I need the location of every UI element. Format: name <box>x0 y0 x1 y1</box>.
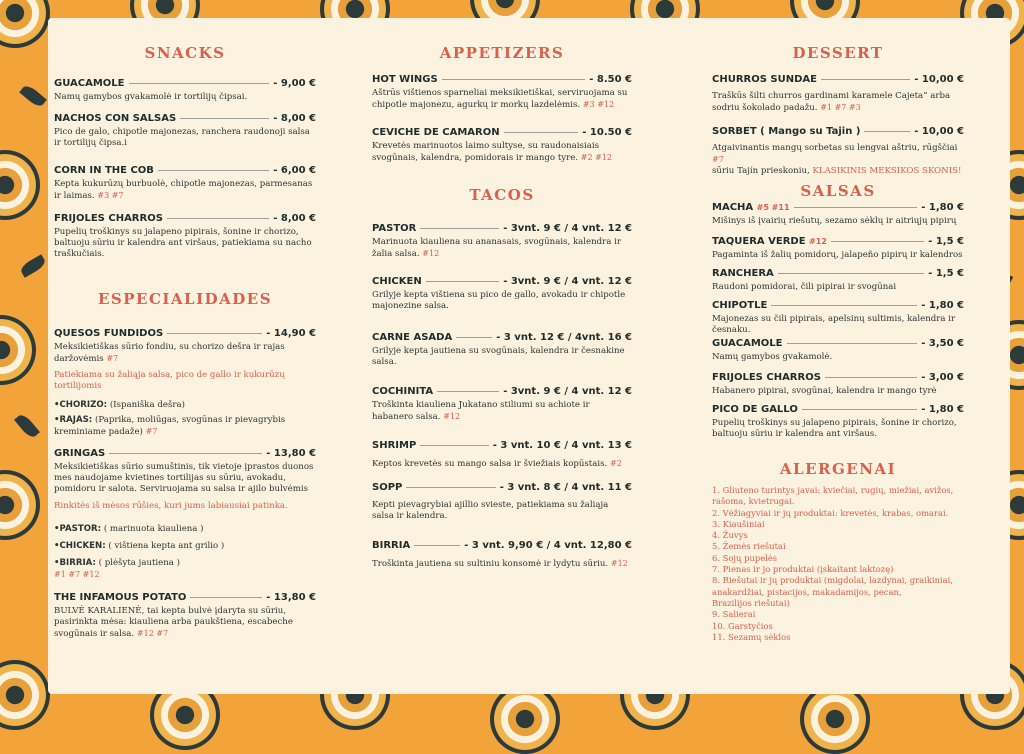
allergen-tags: #3 #7 <box>97 191 124 200</box>
menu-item <box>712 236 964 261</box>
section-title-appetizers: APPETIZERS <box>439 44 565 62</box>
item-price: - 3vnt. 9 € / 4 vnt. 12 € <box>503 223 632 234</box>
leader-line <box>414 545 460 546</box>
item-name: GRINGAS <box>54 448 106 459</box>
item-name: CEVICHE DE CAMARON <box>372 127 500 138</box>
menu-item <box>712 338 964 363</box>
item-price: - 13,80 € <box>266 592 316 603</box>
flower-icon <box>0 150 40 220</box>
leader-line <box>129 83 270 84</box>
leaf-icon <box>19 254 48 277</box>
menu-item <box>372 540 632 570</box>
section-title-especialidades: ESPECIALIDADES <box>97 290 273 308</box>
item-description: Raudoni pomidorai, čili pipirai ir svogūnai <box>712 282 897 292</box>
option-label: •BIRRIA: <box>54 558 96 568</box>
item-name: SHRIMP <box>372 440 417 451</box>
leaf-icon <box>19 83 47 109</box>
allergen-line: 7. Pienas ir jo produktai (įskaitant laktozę) <box>712 564 894 575</box>
item-price: - 3 vnt. 8 € / 4 vnt. 11 € <box>499 482 632 493</box>
item-description: Krevetės marinuotos laimo sultyse, su raudonaisiais svogūnais, kalendra, pomidorais ir mango tyre. <box>372 141 599 163</box>
item-price: - 8,00 € <box>273 213 316 224</box>
allergen-tags: #3 #12 <box>582 100 615 109</box>
item-description: Marinuota kiauliena su ananasais, svogūnais, kalendra ir žalia salsa. <box>372 237 621 259</box>
allergen-tags: #7 <box>712 155 724 164</box>
item-price: - 3 vnt. 10 € / 4 vnt. 13 € <box>492 440 632 451</box>
allergen-line: 11. Sezamų sėklos <box>712 631 791 642</box>
item-price: - 10,00 € <box>914 74 964 85</box>
item-name: RANCHERA <box>712 268 774 279</box>
allergen-tags: #5 #11 <box>756 203 790 212</box>
item-description: Pupelių troškinys su jalapeno pipirais, šonine ir chorizo, baltuoju sūriu ir kalendra ant viršaus. <box>712 418 957 439</box>
item-description: Habanero pipirai, svogūnai, kalendra ir mango tyrė <box>712 386 937 396</box>
item-name: BIRRIA <box>372 540 411 551</box>
leader-line <box>778 273 924 274</box>
leader-line <box>167 333 262 334</box>
leader-line <box>190 597 262 598</box>
item-description: Namų gamybos gvakamolė. <box>712 352 833 362</box>
item-description: Pagaminta iš žalių pomidorų, jalapeño pipirų ir kalendros <box>712 250 963 260</box>
leader-line <box>802 409 917 410</box>
menu-item <box>372 276 632 312</box>
menu-item <box>372 440 632 470</box>
allergen-line: 1. Gliuteno turintys javai: kviečiai, rugių, miežiai, avižos, <box>712 485 954 495</box>
option-pastor <box>54 524 316 535</box>
allergen-line: rašoma, kvietrugai. <box>712 496 795 507</box>
section-title-snacks: SNACKS <box>144 44 226 62</box>
item-name: SOPP <box>372 482 403 493</box>
item-description: BULVĖ KARALIENĖ, tai kepta bulvė įdaryta su sūriu, pasirinkta mėsa: kiauliena arba paukštiena, escabeche svogūnais ir salsa. <box>54 606 293 639</box>
item-price: - 3,00 € <box>921 372 964 383</box>
allergen-line: 4. Žuvys <box>712 530 748 541</box>
option-text: (Paprika, moliūgas, svogūnas ir pievagrybis kreminiame padaže) <box>54 415 286 437</box>
item-description: Aštrūs vištienos sparneliai meksikietiškai, serviruojama su chipotle majonezu, agurkų ir morkų lazdelėmis. <box>372 88 628 110</box>
leaf-icon <box>14 412 40 440</box>
leader-line <box>158 170 269 171</box>
item-price: - 3vnt. 9 € / 4 vnt. 12 € <box>503 386 632 397</box>
item-price: - 3 vnt. 9,90 € / 4 vnt. 12,80 € <box>464 540 632 551</box>
item-name: THE INFAMOUS POTATO <box>54 592 187 603</box>
flower-icon <box>0 315 36 385</box>
menu-item <box>372 127 632 164</box>
menu-item <box>54 113 316 149</box>
allergen-line: 5. Žemės riešutai <box>712 541 786 552</box>
flower-icon <box>0 0 50 48</box>
allergen-tags: #12 <box>422 249 440 258</box>
item-description-cont: sūriu Tajín prieskoniu, <box>712 166 810 176</box>
menu-item <box>54 213 316 260</box>
menu-item <box>372 223 632 260</box>
item-name: CHIPOTLE <box>712 300 768 311</box>
item-description: Troškinta kiauliena Jukatano stiliumi su achiote ir habanero salsa. <box>372 400 590 422</box>
leader-line <box>426 281 499 282</box>
menu-item <box>54 78 316 103</box>
allergen-list <box>712 485 964 643</box>
item-name: CORN IN THE COB <box>54 165 154 176</box>
item-description: Kepta kukurūzų burbuolė, chipotle majonezas, parmesanas ir laimas. <box>54 179 313 201</box>
highlight-text: KLASIKINIS MEKSIKOS SKONIS! <box>812 166 962 176</box>
item-price: - 14,90 € <box>266 328 316 339</box>
item-name: NACHOS CON SALSAS <box>54 113 177 124</box>
option-chorizo <box>54 400 316 411</box>
leader-line <box>787 343 918 344</box>
item-price: - 8.50 € <box>589 74 632 85</box>
item-name: PICO DE GALLO <box>712 404 798 415</box>
leader-line <box>864 131 910 132</box>
allergen-tags: #12 <box>809 237 827 246</box>
item-price: - 1,5 € <box>928 236 964 247</box>
item-name: QUESOS FUNDIDOS <box>54 328 164 339</box>
item-price: - 8,00 € <box>273 113 316 124</box>
serving-note: Patiekiama su žaliąja salsa, pico de gallo ir kukurūzų tortilijomis <box>54 370 285 391</box>
item-name: CARNE ASADA <box>372 332 453 343</box>
option-text: ( vištiena kepta ant grilio ) <box>108 541 225 551</box>
leader-line <box>420 445 488 446</box>
allergen-tags: #12 #7 <box>136 629 169 638</box>
item-price: - 13,80 € <box>266 448 316 459</box>
menu-item <box>712 268 964 293</box>
leader-line <box>831 241 924 242</box>
section-title-alergenai: ALERGENAI <box>779 460 897 478</box>
allergen-tags: #7 <box>106 354 119 363</box>
item-description: Traškūs šilti churros gardinami karamele Cajeta“ arba sodriu šokolado padažu. <box>712 91 951 113</box>
item-price: - 9,00 € <box>273 78 316 89</box>
menu-item <box>712 126 964 177</box>
leader-line <box>771 305 917 306</box>
item-name: GUACAMOLE <box>712 338 783 349</box>
flower-icon <box>0 470 40 540</box>
item-description: Pupelių troškinys su jalapeno pipirais, šonine ir chorizo, baltuoju sūriu ir kalendra ant viršaus, patiekiama su nacho traškučiais. <box>54 227 312 259</box>
section-title-dessert: DESSERT <box>792 44 884 62</box>
option-text: ( plėšyta jautiena ) <box>98 558 181 568</box>
leader-line <box>825 377 917 378</box>
item-price: - 1,5 € <box>928 268 964 279</box>
option-label: •RAJAS: <box>54 415 93 425</box>
item-price: - 1,80 € <box>921 300 964 311</box>
item-description: Keptos krevetės su mango salsa ir šviežiais kopūstais. <box>372 459 608 469</box>
leader-line <box>821 79 910 80</box>
allergen-line: 3. Kiaušiniai <box>712 518 765 529</box>
menu-item <box>712 300 964 336</box>
item-name: HOT WINGS <box>372 74 438 85</box>
item-name: CHURROS SUNDAE <box>712 74 817 85</box>
option-rajas <box>54 415 316 438</box>
item-price: - 1,80 € <box>921 404 964 415</box>
leader-line <box>180 118 269 119</box>
allergen-line: 2. Vėžiagyviai ir jų produktai: krevetės, krabas, omarai. <box>712 507 949 518</box>
menu-item <box>372 386 632 423</box>
option-birria <box>54 558 316 581</box>
item-description: Grilyje kepta vištiena su pico de gallo, avokadu ir chipotle majonezine salsa. <box>372 290 626 311</box>
menu-item <box>372 332 632 368</box>
item-price: - 1,80 € <box>921 202 964 213</box>
option-chicken <box>54 541 316 552</box>
item-price: - 10.50 € <box>582 127 632 138</box>
leader-line <box>794 207 918 208</box>
menu-item <box>54 328 316 392</box>
item-name: TAQUERA VERDE <box>712 236 806 247</box>
leader-line <box>167 218 269 219</box>
allergen-tags: #2 #12 <box>580 153 613 162</box>
serving-note: Rinkitės iš mėsos rūšies, kuri jums labiausiai patinka. <box>54 501 288 511</box>
item-name: FRIJOLES CHARROS <box>712 372 821 383</box>
allergen-tags: #12 <box>443 412 461 421</box>
option-text: ( marinuota kiauliena ) <box>103 524 204 534</box>
item-name: CHICKEN <box>372 276 422 287</box>
allergen-tags: #2 <box>610 459 622 468</box>
item-name: SORBET ( Mango su Tajin ) <box>712 126 861 137</box>
menu-item <box>54 448 316 512</box>
item-price: - 10,00 € <box>914 126 964 137</box>
option-label: •CHORIZO: <box>54 400 108 410</box>
item-price: - 6,00 € <box>273 165 316 176</box>
item-price: - 3,50 € <box>921 338 964 349</box>
leader-line <box>420 228 499 229</box>
leader-line <box>406 487 495 488</box>
menu-item <box>372 482 632 522</box>
item-price: - 3 vnt. 12 € / 4vnt. 16 € <box>496 332 632 343</box>
item-description: Atgaivinantis mangų sorbetas su lengvai aštriu, rūgščiai <box>712 143 958 153</box>
menu-item <box>712 74 964 114</box>
allergen-tags: #7 <box>145 427 158 436</box>
option-label: •PASTOR: <box>54 524 102 534</box>
flower-icon <box>490 684 560 754</box>
option-label: •CHICKEN: <box>54 541 106 551</box>
menu-item <box>712 202 964 227</box>
item-description: Mišinys iš įvairių riešutų, sezamo sėklų ir aitriųjų pipirų <box>712 216 957 226</box>
item-description: Grilyje kepta jautiena su svogūnais, kalendra ir česnakine salsa. <box>372 346 625 367</box>
allergen-line: 10. Garstyčios <box>712 620 773 631</box>
item-price: - 3vnt. 9 € / 4 vnt. 12 € <box>503 276 632 287</box>
item-description: Kepti pievagrybiai ajillio svieste, patiekiama su žaliąja salsa ir kalendra. <box>372 500 609 521</box>
flower-icon <box>800 684 870 754</box>
item-description: Meksikietiškas sūrio sumuštinis, tik vietoje įprastos duonos mes naudojame kvietines tortilijas su sūriu, avokadu, pomidoru ir salota. Serviruojama su salsa ir ajilo bulvėmis <box>54 462 314 494</box>
menu-item <box>54 165 316 202</box>
allergen-tags: #12 <box>610 559 628 568</box>
leader-line <box>456 337 492 338</box>
menu-item <box>712 372 964 397</box>
menu-item <box>54 592 316 640</box>
option-text: (Ispaniška dešra) <box>109 400 185 410</box>
allergen-line: 6. Sojų pupelės <box>712 552 778 563</box>
menu-item <box>712 404 964 440</box>
leader-line <box>442 79 586 80</box>
item-name: MACHA <box>712 202 754 213</box>
allergen-line: 9. Salierai <box>712 609 756 620</box>
allergen-tags: #1 #7 #3 <box>820 103 861 112</box>
item-description: Troškinta jautiena su sultiniu konsomė ir lydytu sūriu. <box>372 559 609 569</box>
menu-item <box>372 74 632 111</box>
item-name: PASTOR <box>372 223 417 234</box>
leader-line <box>109 453 262 454</box>
item-name: COCHINITA <box>372 386 434 397</box>
item-name: FRIJOLES CHARROS <box>54 213 163 224</box>
allergen-tags: #1 #7 #12 <box>54 570 100 579</box>
allergen-line: 8. Riešutai ir jų produktai (migdolai, lazdynai, graikiniai, <box>712 575 954 586</box>
allergen-line: anakardžiai, pistacijos, makadamijos, pecan, <box>712 586 902 597</box>
item-name: GUACAMOLE <box>54 78 125 89</box>
leader-line <box>504 132 579 133</box>
section-title-salsas: SALSAS <box>800 182 876 200</box>
item-description: Pico de galo, chipotle majonezas, ranchera raudonoji salsa ir tortilijų čipsa.i <box>54 127 310 148</box>
item-description: Meksikietiškas sūrio fondiu, su chorizo dešra ir rajas daržovėmis <box>54 342 285 364</box>
section-title-tacos: TACOS <box>469 186 535 204</box>
item-description: Majonezas su čili pipirais, apelsinų sultimis, kalendra ir česnaku. <box>712 314 956 335</box>
leader-line <box>437 391 499 392</box>
flower-icon <box>0 660 50 730</box>
item-description: Namų gamybos gvakamolė ir tortilijų čipsai. <box>54 92 248 102</box>
allergen-line: Brazilijos riešutai) <box>712 597 790 608</box>
